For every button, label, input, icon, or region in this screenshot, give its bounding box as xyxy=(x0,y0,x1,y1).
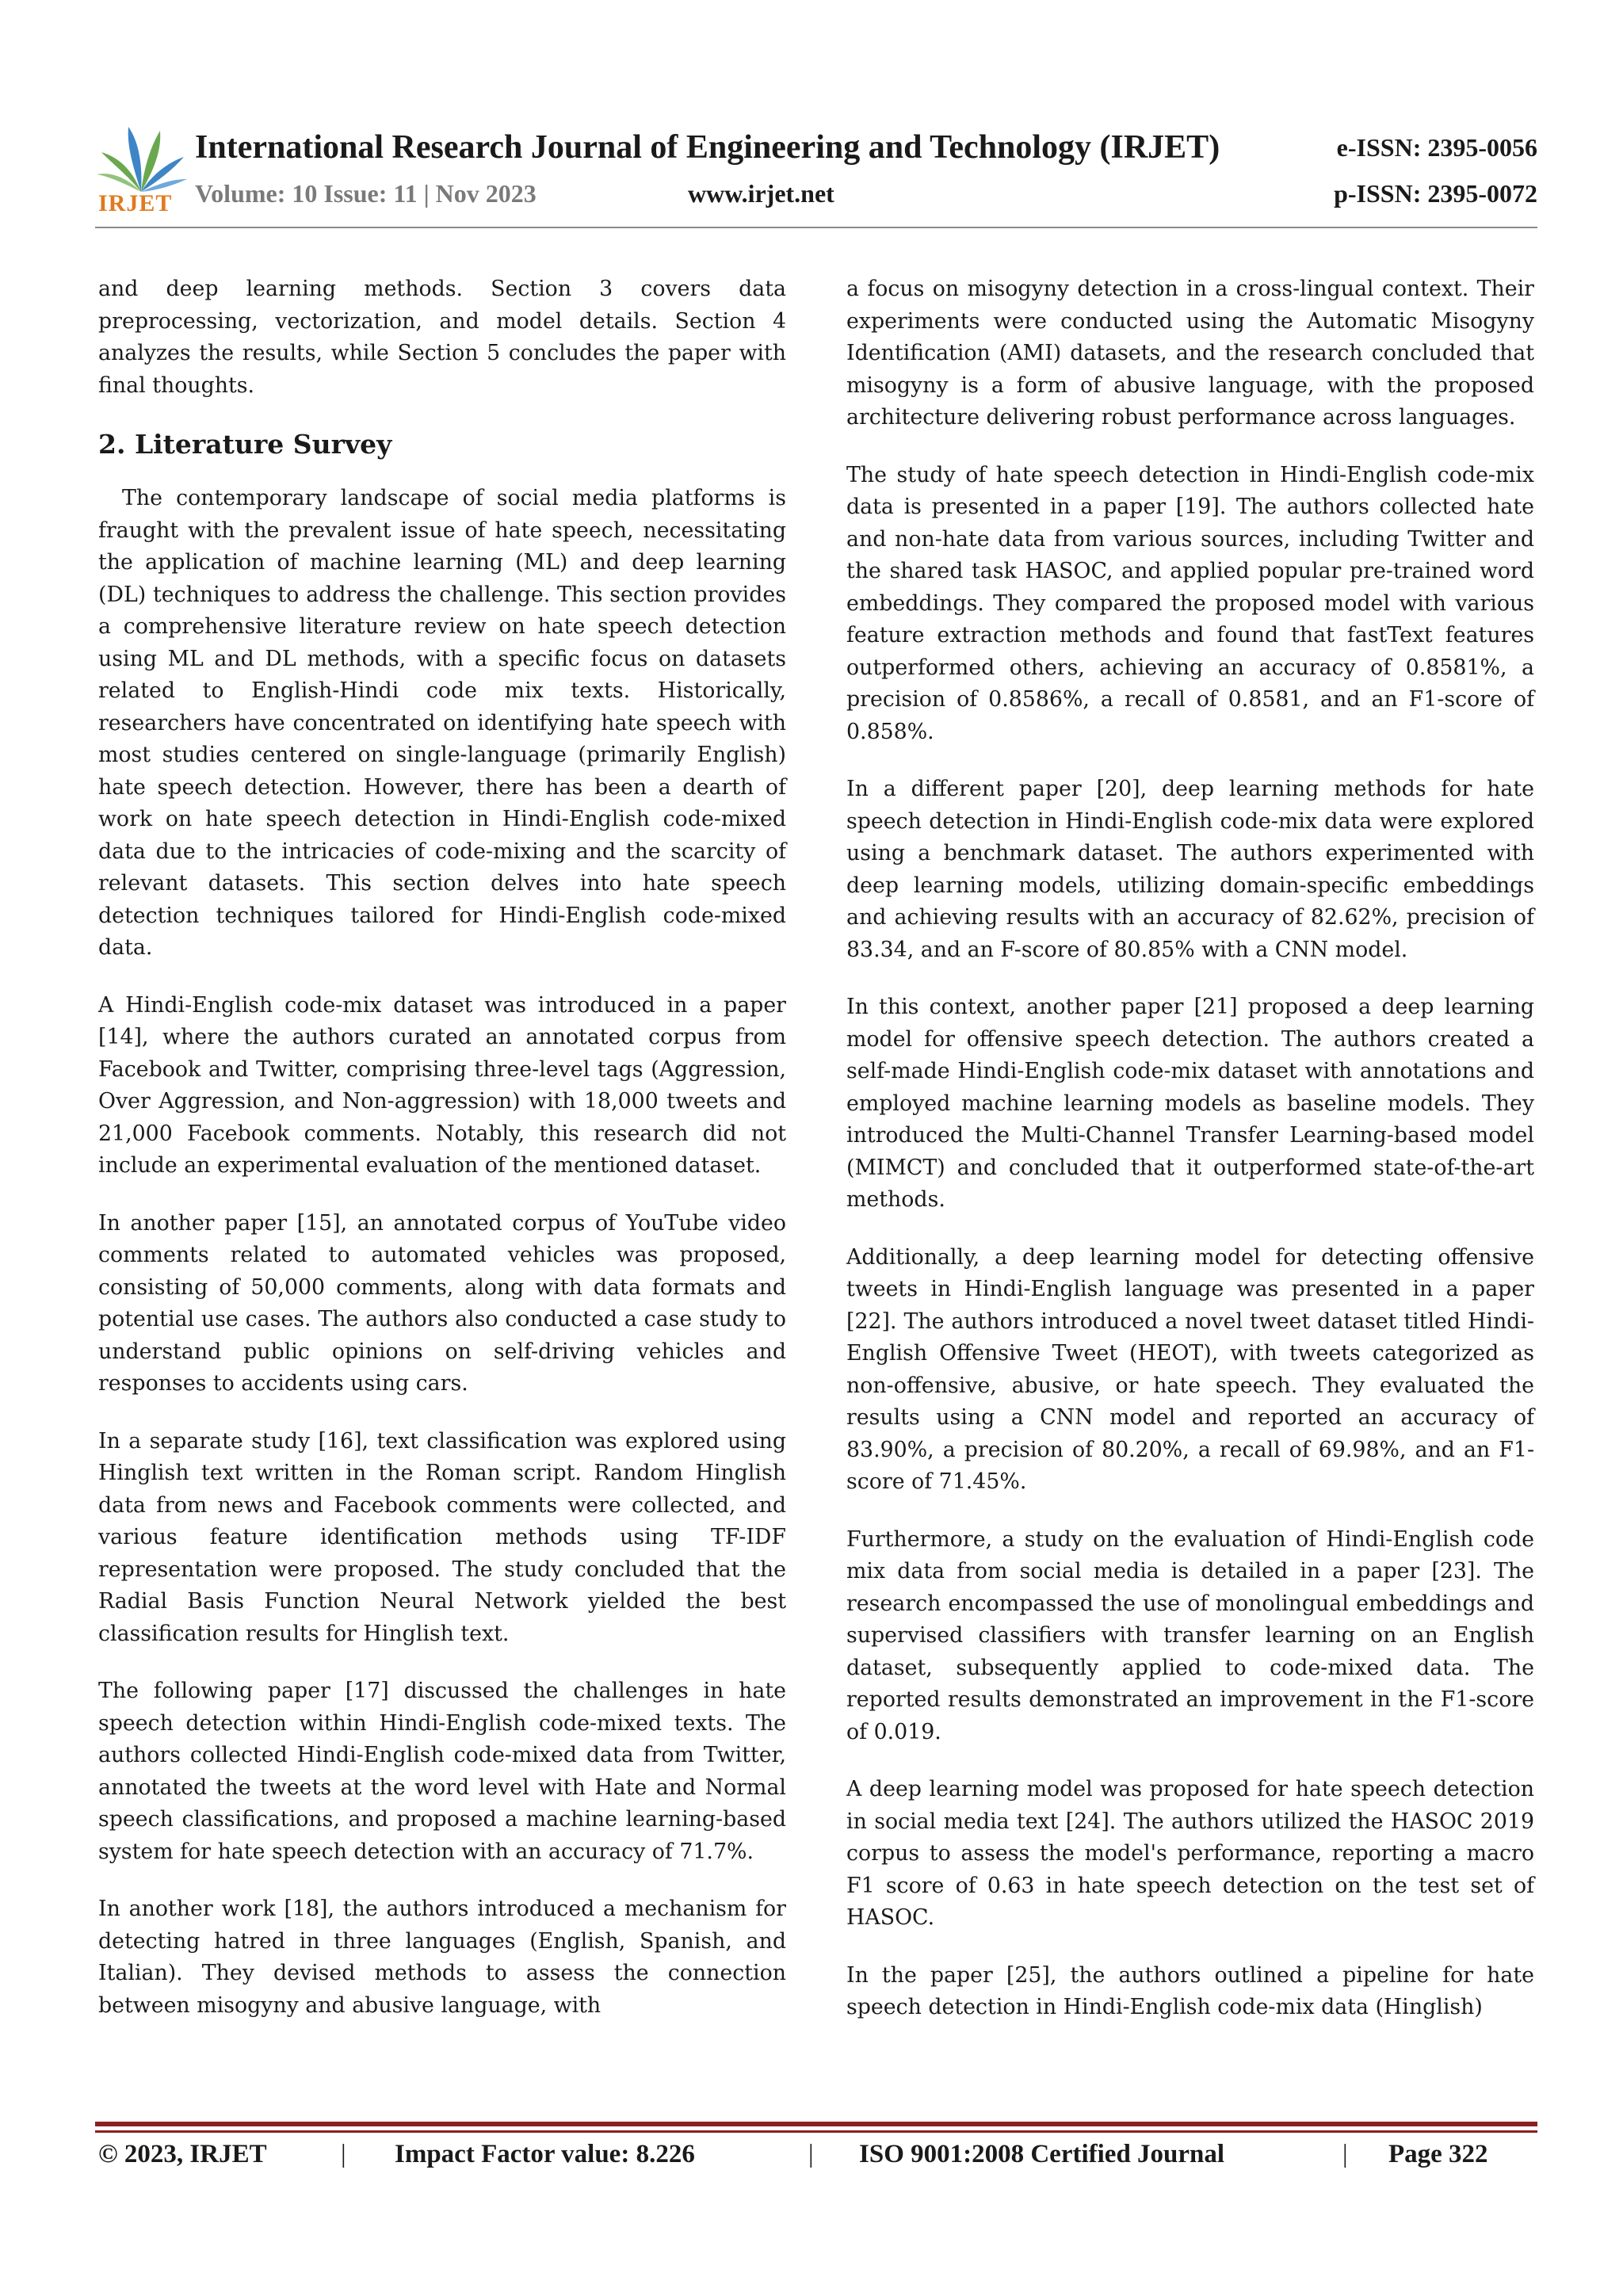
footer-separator: | xyxy=(341,2140,346,2168)
irjet-logo xyxy=(95,119,189,222)
paragraph: The study of hate speech detection in Hindi-English code-mix data is presented in a paper [19]. The authors collected hate and non-hate data from various sources, including Twitter and the shared task HASOC, and applied popular pre-trained word embeddings. They compared the proposed model with various feature extraction methods and found that fastText features outperformed others, achieving an accuracy of 0.8581%, a precision of 0.8586%, a recall of 0.8581, and an F1-score of 0.858%. xyxy=(846,462,1534,744)
section-heading: 2. Literature Survey xyxy=(98,429,392,460)
journal-title: International Research Journal of Engineering and Technology (IRJET) xyxy=(195,129,1220,166)
page-header xyxy=(95,111,1537,230)
footer-rule-thick xyxy=(95,2122,1537,2126)
paragraph: Additionally, a deep learning model for detecting offensive tweets in Hindi-English language was presented in a paper [22]. The authors introduced a novel tweet dataset titled Hindi-English Offensive Tweet (HEOT), with tweets categorized as non-offensive, abusive, or hate speech. They evaluated the results using a CNN model and reported an accuracy of 83.90%, a precision of 80.20%, a recall of 69.98%, and an F1-score of 71.45%. xyxy=(846,1244,1534,1494)
paragraph: a focus on misogyny detection in a cross-lingual context. Their experiments were conducted using the Automatic Misogyny Identification (AMI) datasets, and the research concluded that misogyny is a form of abusive language, with the proposed architecture delivering robust performance across languages. xyxy=(846,277,1534,430)
leaf-logo-icon xyxy=(95,119,189,194)
paragraph: and deep learning methods. Section 3 covers data preprocessing, vectorization, and model details. Section 4 analyzes the results, while Section 5 concludes the paper with final thoughts. xyxy=(98,277,786,398)
e-issn: e-ISSN: 2395-0056 xyxy=(1336,133,1537,162)
volume-issue: Volume: 10 Issue: 11 | Nov 2023 xyxy=(195,179,537,208)
paragraph: Furthermore, a study on the evaluation of Hindi-English code mix data from social media is detailed in a paper [23]. The research encompassed the use of monolingual embeddings and supervised classifiers with transfer learning on an English dataset, subsequently applied to code-mixed data. The reported results demonstrated an improvement in the F1-score of 0.019. xyxy=(846,1526,1534,1744)
website-link[interactable]: www.irjet.net xyxy=(688,179,834,208)
footer-copyright: © 2023, IRJET xyxy=(98,2140,267,2168)
left-column xyxy=(98,273,786,2047)
logo-text: IRJET xyxy=(98,190,173,216)
footer-iso: ISO 9001:2008 Certified Journal xyxy=(859,2140,1225,2168)
paragraph: The contemporary landscape of social media platforms is fraught with the prevalent issue of hate speech, necessitating the application of machine learning (ML) and deep learning (DL) techniques to address the challenge. This section provides a comprehensive literature review on hate speech detection using ML and DL methods, with a specific focus on datasets related to English-Hindi code mix texts. Historically, researchers have concentrated on identifying hate speech with most studies centered on single-language (primarily English) hate speech detection. However, there has been a dearth of work on hate speech detection in Hindi-English code-mixed data due to the intricacies of code-mixing and the scarcity of relevant datasets. This section delves into hate speech detection techniques tailored for Hindi-English code-mixed data. xyxy=(98,486,786,960)
paragraph: In another paper [15], an annotated corpus of YouTube video comments related to automated vehicles was proposed, consisting of 50,000 comments, along with data formats and potential use cases. The authors also conducted a case study to understand public opinions on self-driving vehicles and responses to accidents using cars. xyxy=(98,1210,786,1396)
paragraph: In a separate study [16], text classification was explored using Hinglish text written in the Roman script. Random Hinglish data from news and Facebook comments were collected, and various feature identification methods using TF-IDF representation were proposed. The study concluded that the Radial Basis Function Neural Network yielded the best classification results for Hinglish text. xyxy=(98,1428,786,1646)
p-issn: p-ISSN: 2395-0072 xyxy=(1334,179,1537,208)
paragraph: A deep learning model was proposed for hate speech detection in social media text [24]. The authors utilized the HASOC 2019 corpus to assess the model's performance, reporting a macro F1 score of 0.63 in hate speech detection on the test set of HASOC. xyxy=(846,1777,1534,1930)
paragraph: In another work [18], the authors introduced a mechanism for detecting hatred in three languages (English, Spanish, and Italian). They devised methods to assess the connection between misogyny and abusive language, with xyxy=(98,1897,786,2018)
page-footer xyxy=(98,2140,1541,2179)
paragraph: In a different paper [20], deep learning methods for hate speech detection in Hindi-English code-mix data were explored using a benchmark dataset. The authors experimented with deep learning models, utilizing domain-specific embeddings and achieving results with an accuracy of 82.62%, precision of 83.34, and an F-score of 80.85% with a CNN model. xyxy=(846,777,1534,962)
footer-rule-thin xyxy=(95,2130,1537,2133)
paragraph: In this context, another paper [21] proposed a deep learning model for offensive speech detection. The authors created a self-made Hindi-English code-mix dataset with annotations and employed machine learning models as baseline models. They introduced the Multi-Channel Transfer Learning-based model (MIMCT) and concluded that it outperformed state-of-the-art methods. xyxy=(846,995,1534,1212)
footer-impact-factor: Impact Factor value: 8.226 xyxy=(395,2140,695,2168)
page-number: Page 322 xyxy=(1388,2140,1488,2168)
footer-separator: | xyxy=(808,2140,814,2168)
paragraph: In the paper [25], the authors outlined a pipeline for hate speech detection in Hindi-English code-mix data (Hinglish) xyxy=(846,1962,1534,2019)
footer-separator: | xyxy=(1342,2140,1348,2168)
header-divider xyxy=(95,227,1537,228)
right-column xyxy=(846,273,1534,2050)
paragraph: The following paper [17] discussed the challenges in hate speech detection within Hindi-English code-mixed texts. The authors collected Hindi-English code-mixed data from Twitter, annotated the tweets at the word level with Hate and Normal speech classifications, and proposed a machine learning-based system for hate speech detection with an accuracy of 71.7%. xyxy=(98,1679,786,1864)
paragraph: A Hindi-English code-mix dataset was introduced in a paper [14], where the authors curated an annotated corpus from Facebook and Twitter, comprising three-level tags (Aggression, Over Aggression, and Non-aggression) with 18,000 tweets and 21,000 Facebook comments. Notably, this research did not include an experimental evaluation of the mentioned dataset. xyxy=(98,992,786,1178)
